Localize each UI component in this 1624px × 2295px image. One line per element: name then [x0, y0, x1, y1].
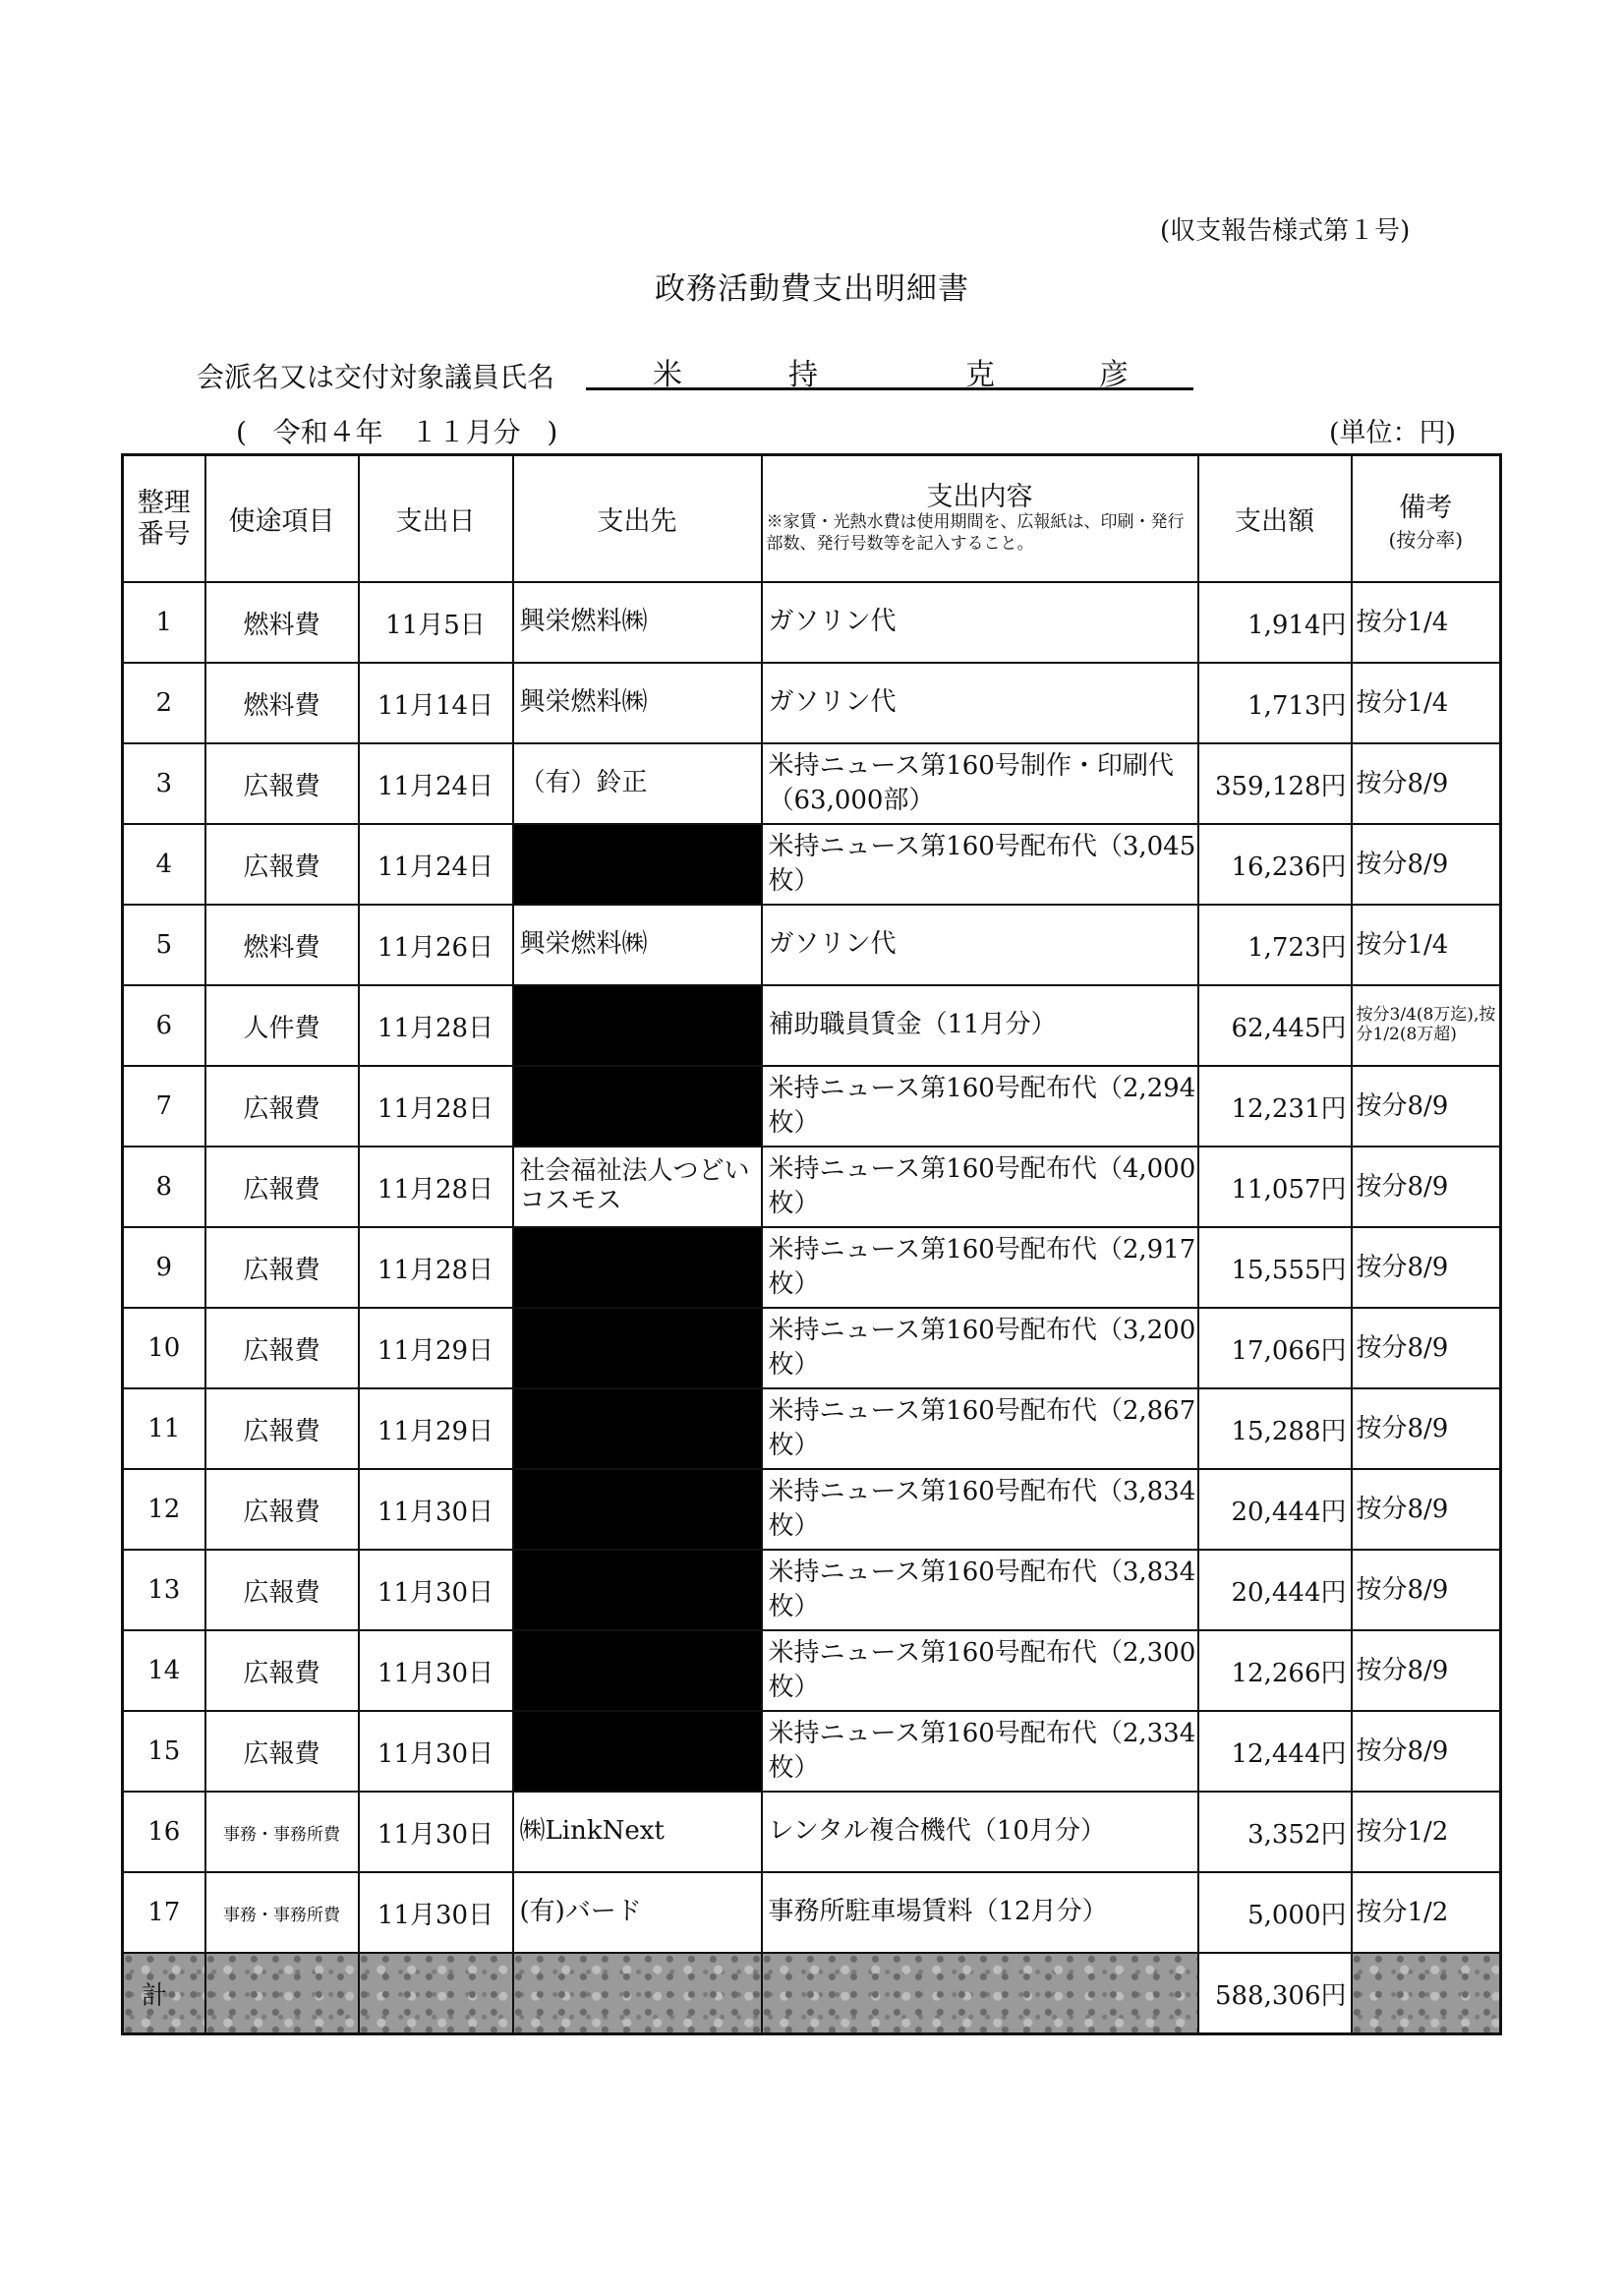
row-item: 人件費: [205, 985, 359, 1066]
row-note: 按分1/4: [1352, 905, 1501, 985]
shaded-cell: [1352, 1953, 1501, 2034]
row-note: 按分1/4: [1352, 582, 1501, 663]
row-amount: 1,723円: [1198, 905, 1352, 985]
row-content: 米持ニュース第160号配布代（2,917枚）: [762, 1227, 1198, 1308]
row-number: 1: [123, 582, 205, 663]
table-row: [123, 824, 1501, 905]
form-number: (収支報告様式第１号): [1160, 216, 1411, 246]
row-date: 11月26日: [359, 905, 513, 985]
row-content: ガソリン代: [762, 905, 1198, 985]
table-row: [123, 1227, 1501, 1308]
row-content: 米持ニュース第160号配布代（2,300枚）: [762, 1630, 1198, 1711]
row-date: 11月14日: [359, 663, 513, 743]
table-row: [123, 743, 1501, 824]
shaded-cell: [762, 1953, 1198, 2034]
redacted-payee: [513, 1550, 762, 1630]
row-item: 広報費: [205, 1630, 359, 1711]
row-note: 按分8/9: [1352, 1388, 1501, 1469]
row-payee: 興栄燃料㈱: [513, 905, 762, 985]
row-number: 6: [123, 985, 205, 1066]
header-item: 使途項目: [205, 455, 359, 583]
shaded-cell: [513, 1953, 762, 2034]
row-item: 燃料費: [205, 663, 359, 743]
row-number: 16: [123, 1792, 205, 1872]
row-content: 米持ニュース第160号配布代（2,294枚）: [762, 1066, 1198, 1147]
name-label: 会派名又は交付対象議員氏名: [197, 361, 555, 393]
row-number: 12: [123, 1469, 205, 1550]
row-content: 米持ニュース第160号配布代（3,834枚）: [762, 1469, 1198, 1550]
row-date: 11月24日: [359, 824, 513, 905]
row-note: 按分8/9: [1352, 1147, 1501, 1227]
row-item: 広報費: [205, 1388, 359, 1469]
row-content: 米持ニュース第160号配布代（4,000枚）: [762, 1147, 1198, 1227]
row-amount: 62,445円: [1198, 985, 1352, 1066]
row-date: 11月28日: [359, 1147, 513, 1227]
row-amount: 3,352円: [1198, 1792, 1352, 1872]
row-amount: 20,444円: [1198, 1550, 1352, 1630]
table-row: [123, 1792, 1501, 1872]
row-item: 燃料費: [205, 905, 359, 985]
row-number: 15: [123, 1711, 205, 1792]
row-date: 11月28日: [359, 1066, 513, 1147]
row-payee: (有)バード: [513, 1872, 762, 1953]
table-row: [123, 985, 1501, 1066]
row-item: 事務・事務所費: [205, 1872, 359, 1953]
row-note: 按分8/9: [1352, 1711, 1501, 1792]
row-content: 米持ニュース第160号配布代（3,045枚）: [762, 824, 1198, 905]
table-row: [123, 1066, 1501, 1147]
row-note: 按分1/4: [1352, 663, 1501, 743]
row-number: 17: [123, 1872, 205, 1953]
row-number: 11: [123, 1388, 205, 1469]
row-amount: 15,288円: [1198, 1388, 1352, 1469]
row-item: 広報費: [205, 1469, 359, 1550]
row-item: 事務・事務所費: [205, 1792, 359, 1872]
row-number: 10: [123, 1308, 205, 1388]
row-note: 按分8/9: [1352, 1630, 1501, 1711]
row-note: 按分8/9: [1352, 1469, 1501, 1550]
row-item: 広報費: [205, 1066, 359, 1147]
row-number: 7: [123, 1066, 205, 1147]
row-amount: 1,914円: [1198, 582, 1352, 663]
row-item: 燃料費: [205, 582, 359, 663]
redacted-payee: [513, 1469, 762, 1550]
row-number: 2: [123, 663, 205, 743]
row-date: 11月29日: [359, 1308, 513, 1388]
period-open: (: [236, 416, 247, 448]
row-note: 按分1/2: [1352, 1872, 1501, 1953]
row-note: 按分8/9: [1352, 1308, 1501, 1388]
shaded-cell: [205, 1953, 359, 2034]
period-close: ): [547, 416, 558, 448]
row-note: 按分8/9: [1352, 824, 1501, 905]
row-date: 11月30日: [359, 1630, 513, 1711]
row-date: 11月5日: [359, 582, 513, 663]
row-payee: 興栄燃料㈱: [513, 582, 762, 663]
row-content: レンタル複合機代（10月分）: [762, 1792, 1198, 1872]
member-name-char: 彦: [1099, 358, 1129, 392]
row-amount: 12,266円: [1198, 1630, 1352, 1711]
row-amount: 12,444円: [1198, 1711, 1352, 1792]
table-header-row: [123, 455, 1501, 583]
row-date: 11月30日: [359, 1711, 513, 1792]
header-payee: 支出先: [513, 455, 762, 583]
redacted-payee: [513, 1308, 762, 1388]
redacted-payee: [513, 985, 762, 1066]
period-text: 令和４年 １１月分: [272, 416, 521, 448]
header-note-title: 備考: [1399, 492, 1453, 523]
table-row: [123, 1550, 1501, 1630]
table-row: [123, 663, 1501, 743]
row-item: 広報費: [205, 1147, 359, 1227]
row-number: 9: [123, 1227, 205, 1308]
row-item: 広報費: [205, 1308, 359, 1388]
table-row: [123, 1872, 1501, 1953]
header-no-line: 整理: [137, 488, 191, 519]
redacted-payee: [513, 1388, 762, 1469]
row-item: 広報費: [205, 1227, 359, 1308]
header-content-note: ※家賃・光熱水費は使用期間を、広報紙は、印刷・発行部数、発行号数等を記入すること。: [766, 512, 1185, 555]
redacted-payee: [513, 1227, 762, 1308]
table-row: [123, 1469, 1501, 1550]
row-amount: 17,066円: [1198, 1308, 1352, 1388]
row-date: 11月28日: [359, 1227, 513, 1308]
row-content: 事務所駐車場賃料（12月分）: [762, 1872, 1198, 1953]
table-row: [123, 582, 1501, 663]
row-content: ガソリン代: [762, 663, 1198, 743]
row-content: 補助職員賃金（11月分）: [762, 985, 1198, 1066]
header-amount: 支出額: [1198, 455, 1352, 583]
row-content: 米持ニュース第160号配布代（2,334枚）: [762, 1711, 1198, 1792]
row-amount: 12,231円: [1198, 1066, 1352, 1147]
redacted-payee: [513, 1066, 762, 1147]
row-note: 按分8/9: [1352, 1550, 1501, 1630]
row-number: 3: [123, 743, 205, 824]
row-payee: ㈱LinkNext: [513, 1792, 762, 1872]
total-row: [123, 1953, 1501, 2034]
reporting-period: [236, 411, 557, 450]
member-name-char: 克: [965, 358, 995, 392]
expense-table: [121, 453, 1502, 2035]
header-date: 支出日: [359, 455, 513, 583]
row-number: 4: [123, 824, 205, 905]
row-item: 広報費: [205, 743, 359, 824]
table-row: [123, 905, 1501, 985]
header-no-line: 番号: [137, 518, 191, 550]
row-note: 按分8/9: [1352, 1066, 1501, 1147]
total-amount: 588,306円: [1198, 1953, 1352, 2034]
row-number: 14: [123, 1630, 205, 1711]
row-number: 5: [123, 905, 205, 985]
row-date: 11月30日: [359, 1469, 513, 1550]
redacted-payee: [513, 1711, 762, 1792]
table-row: [123, 1630, 1501, 1711]
total-label: 計: [123, 1953, 205, 2034]
row-amount: 20,444円: [1198, 1469, 1352, 1550]
row-amount: 359,128円: [1198, 743, 1352, 824]
row-note: 按分1/2: [1352, 1792, 1501, 1872]
row-amount: 16,236円: [1198, 824, 1352, 905]
row-date: 11月24日: [359, 743, 513, 824]
row-content: ガソリン代: [762, 582, 1198, 663]
header-no: [123, 455, 205, 583]
row-date: 11月29日: [359, 1388, 513, 1469]
row-content: 米持ニュース第160号配布代（3,200枚）: [762, 1308, 1198, 1388]
member-name: [586, 344, 1193, 390]
table-row: [123, 1147, 1501, 1227]
row-date: 11月30日: [359, 1872, 513, 1953]
row-amount: 11,057円: [1198, 1147, 1352, 1227]
member-name-char: 米: [653, 358, 682, 392]
row-note: 按分8/9: [1352, 1227, 1501, 1308]
row-amount: 15,555円: [1198, 1227, 1352, 1308]
row-date: 11月30日: [359, 1792, 513, 1872]
row-number: 8: [123, 1147, 205, 1227]
row-item: 広報費: [205, 824, 359, 905]
row-payee: 社会福祉法人つどい コスモス: [513, 1147, 762, 1227]
member-name-char: 持: [788, 358, 818, 392]
header-note: [1352, 455, 1501, 583]
table-row: [123, 1308, 1501, 1388]
row-payee: （有）鈴正: [513, 743, 762, 824]
row-content: 米持ニュース第160号配布代（3,834枚）: [762, 1550, 1198, 1630]
row-amount: 5,000円: [1198, 1872, 1352, 1953]
table-row: [123, 1388, 1501, 1469]
row-note: 按分3/4(8万迄),按分1/2(8万超): [1352, 985, 1501, 1066]
redacted-payee: [513, 1630, 762, 1711]
table-row: [123, 1711, 1501, 1792]
row-content: 米持ニュース第160号配布代（2,867枚）: [762, 1388, 1198, 1469]
row-item: 広報費: [205, 1550, 359, 1630]
row-note: 按分8/9: [1352, 743, 1501, 824]
header-content: [762, 455, 1198, 583]
unit-label: (単位：円): [1329, 418, 1457, 448]
header-note-sub: (按分率): [1388, 527, 1464, 552]
row-content: 米持ニュース第160号制作・印刷代（63,000部）: [762, 743, 1198, 824]
row-item: 広報費: [205, 1711, 359, 1792]
header-content-title: 支出内容: [926, 481, 1033, 512]
row-date: 11月28日: [359, 985, 513, 1066]
redacted-payee: [513, 824, 762, 905]
document-title: 政務活動費支出明細書: [655, 271, 969, 307]
row-payee: 興栄燃料㈱: [513, 663, 762, 743]
row-date: 11月30日: [359, 1550, 513, 1630]
row-number: 13: [123, 1550, 205, 1630]
shaded-cell: [359, 1953, 513, 2034]
row-amount: 1,713円: [1198, 663, 1352, 743]
